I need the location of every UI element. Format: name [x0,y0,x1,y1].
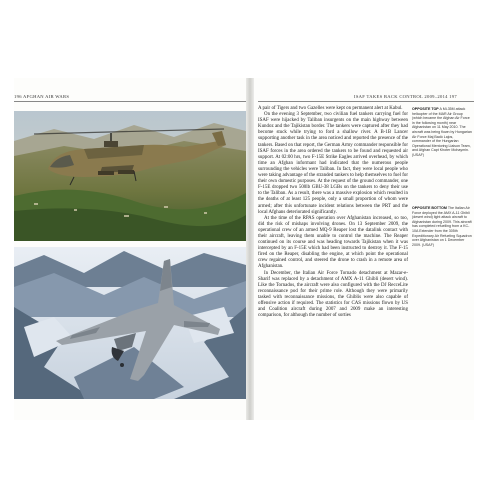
book-gutter [246,78,254,420]
paragraph: A pair of Tigers and two Gazelles were kept on permanent alert at Kabul. [258,106,403,111]
paragraph: At the time of the RPAS operation over Afghanistan increased, so too, did the risk of mishaps involving drones. On 13 September 2009, the operational crew of an armed MQ-9 Reaper lost the datalink contact with their aircraft, leaving them unable to control the machine. The Reaper continued on its course and was heading towards Tajikistan when it was intercepted by an F-15E which had been instructed to destroy it. The F-15 fired on the Reaper, disabling the engine, at which point the operational crew regained control, and steered the drone to crash in a remote area of Afghanistan. [258,215,408,270]
running-head-right: ISAF TAKES BACK CONTROL 2009–2014 197 [354,94,457,99]
header-rule-left [14,101,246,102]
caption-lead: OPPOSITE BOTTOM [412,206,447,210]
helicopter-photo-art [14,111,246,241]
helicopter-photo [14,111,246,241]
jet-photo [14,247,246,399]
header-rule-right [258,101,474,102]
body-text [258,106,408,319]
caption-lead: OPPOSITE TOP [412,107,439,111]
caption-text: The Italian Air Force deployed the AMX A-11 Ghibli (desert wind) light attack aircraft to Afghanistan during 2009. This aircraft has completed refuelling from a KC-10A Extender from the 305th Expeditionary Air Refueling Squadron over Afghanistan on 1 December 2009. (USAF) [412,206,472,247]
paragraph: In December, the Italian Air Force Tornado detachment at Mazar-e-Sharif was replaced by a detachment of AMX A-11 Ghibli (desert wind). Like the Tornados, the aircraft were also configured with the DJ RecceLite reconnaissance pod for their prime role. Although they were primarily tasked with reconnaissance missions, the Ghiblis were also capable of offensive action if required. The statistics for CAS missions flown by US and Coalition aircraft during 2007 and 2009 make an interesting comparison, for although the number of sorties [258,270,408,319]
paragraph: On the evening 3 September, two civilian fuel tankers carrying fuel for ISAF were hijacked by Taliban insurgents on the main highway between Kundoz and the Tajikistan border. The tankers were captured after they had become stuck while trying to ford a shallow river. A B-1B Lancer supporting another task in the area noticed and reported the presence of the tankers. Based on that report, the German Army commander responsible for ISAF forces in the area ordered the tankers to be found and requested air support. At 02:00 hrs, two F-15E Strike Eagles arrived overhead, by which time an Afghan informant had indicated that the numerous people surrounding the vehicles were Taliban. In fact, they were local people who were taking advantage of the stranded tankers to help themselves to fuel for their own domestic purposes. At the request of the ground commander, one F-15E dropped two 500lb GBU-38 LGBs on the tankers to deny their use to the Taliban. As a result, there was a massive explosion which resulted in the deaths of at least 125 people, only a small proportion of whom were armed; after this unfortunate incident relations between the PRT and the local Afghans deteriorated significantly. [258,112,409,215]
caption-text: A Mi-35M attack helicopter of the MAR Air Group (which became the Afghan Air Force in the following month) near Afghanistan on 11 May 2010. The aircraft was being flown by Hungarian Air Force Maj Badó Lajos, commander of the Hungarian Operational Mentoring Liaison Team, and Afghan Capt Khoter Mohaymin. (USAF) [412,107,472,157]
caption-opposite-top [412,107,472,158]
caption-opposite-bottom [412,206,472,247]
running-head-left: 196 AFGHAN AIR WARS [14,94,70,99]
jet-photo-art [14,247,246,399]
